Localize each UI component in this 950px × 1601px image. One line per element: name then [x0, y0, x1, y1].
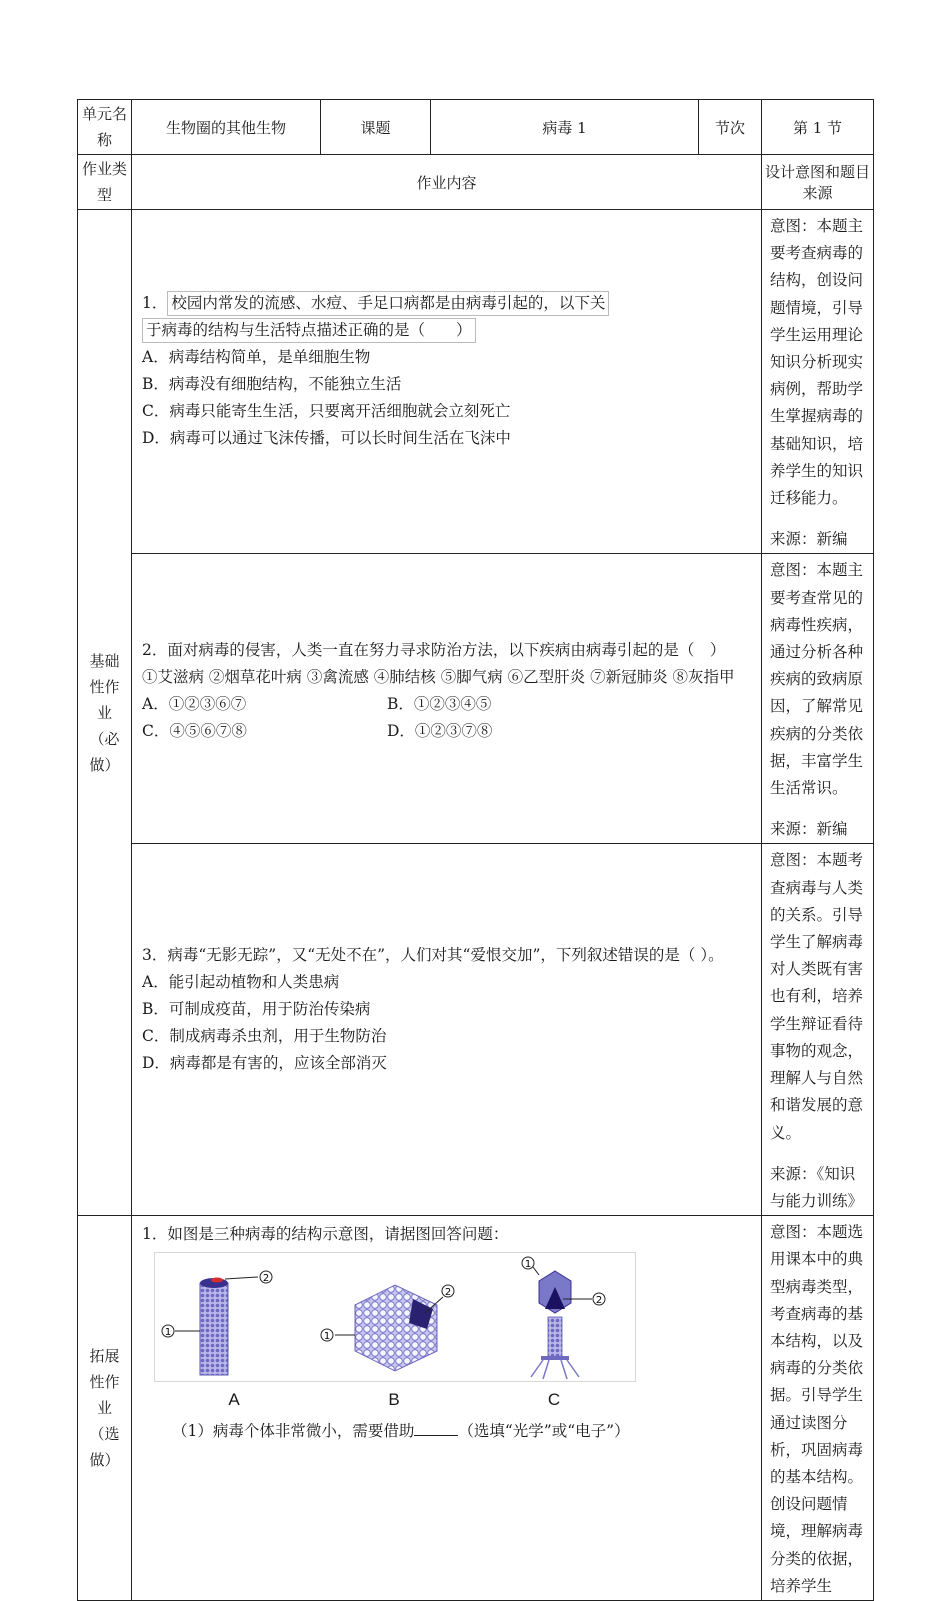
q1-option-c: C．病毒只能寄生生活，只要离开活细胞就会立刻死亡: [142, 401, 511, 420]
svg-text:1: 1: [164, 1327, 172, 1339]
content-label: 作业内容: [132, 155, 762, 210]
q1-option-a: A．病毒结构简单，是单细胞生物: [142, 347, 371, 366]
q1-source: 来源：新编: [770, 530, 848, 549]
homework-table: [77, 99, 874, 1601]
virus-a-icon: [162, 1271, 272, 1375]
q3-source: 来源：《知识与能力训练》: [770, 1164, 864, 1210]
svg-text:2: 2: [595, 1295, 603, 1307]
q2-option-b: B．①②③④⑤: [387, 694, 492, 713]
extended-q1-row: [78, 1216, 874, 1601]
extended-category-label: 拓展性作业（选做）: [78, 1216, 132, 1601]
basic-q2-row: [78, 554, 874, 844]
q3-option-b: B．可制成疫苗，用于防治传染病: [142, 1000, 371, 1019]
ext-q1-sub1: [172, 1418, 751, 1445]
topic-label: 课题: [321, 100, 431, 155]
virus-b-icon: [321, 1285, 454, 1371]
svg-text:1: 1: [524, 1259, 532, 1271]
basic-category-label: 基础性作业（必做）: [78, 210, 132, 1216]
topic-value: 病毒 1: [431, 100, 699, 155]
q1-option-b: B．病毒没有细胞结构，不能独立生活: [142, 374, 402, 393]
answer-blank[interactable]: [414, 1419, 458, 1436]
basic-q3-design: [762, 844, 874, 1216]
ext-q1-stem: 1．如图是三种病毒的结构示意图，请据图回答问题：: [142, 1225, 509, 1244]
q1-number: 1．: [142, 293, 168, 312]
subheader-row: [78, 155, 874, 210]
q3-intent: 意图：本题考查病毒与人类的关系。引导学生了解病毒对人类既有害也有利，培养学生辩证看待事物的观念，理解人与自然和谐发展的意义。: [770, 851, 864, 1142]
q2-stem: 2．面对病毒的侵害，人类一直在努力寻求防治方法，以下疾病由病毒引起的是（ ）: [142, 640, 726, 659]
section-value: 第 1 节: [762, 100, 874, 155]
ext-q1-sub1-prefix: （1）病毒个体非常微小，需要借助: [172, 1422, 415, 1441]
basic-q1-row: [78, 210, 874, 554]
virus-figure-labels: [154, 1390, 634, 1410]
virus-label-c: C: [547, 1390, 561, 1410]
virus-structure-figure: [154, 1252, 636, 1382]
basic-q2-content: [132, 554, 762, 844]
ext-q1-sub1-suffix: （选填“光学”或“电子”）: [458, 1422, 630, 1441]
basic-q2-design: [762, 554, 874, 844]
svg-text:1: 1: [323, 1331, 331, 1343]
virus-structure-diagram: [155, 1253, 635, 1381]
svg-text:2: 2: [444, 1287, 452, 1299]
q1-intent: 意图：本题主要考查病毒的结构，创设问题情境，引导学生运用理论知识分析现实病例，帮助学生掌握病毒的基础知识，培养学生的知识迁移能力。: [770, 217, 864, 508]
q1-option-d: D．病毒可以通过飞沫传播，可以长时间生活在飞沫中: [142, 428, 511, 447]
q1-stem-a: 校园内常发的流感、水痘、手足口病都是由病毒引起的，以下关: [167, 291, 609, 316]
svg-text:2: 2: [262, 1273, 270, 1285]
unit-label: 单元名称: [78, 100, 132, 155]
q2-option-c: C．④⑤⑥⑦⑧: [142, 721, 247, 740]
design-label: 设计意图和题目来源: [762, 155, 874, 210]
q2-source: 来源：新编: [770, 820, 848, 839]
header-row: [78, 100, 874, 155]
unit-value: 生物圈的其他生物: [132, 100, 321, 155]
basic-q3-row: [78, 844, 874, 1216]
virus-c-icon: [522, 1257, 605, 1379]
q3-option-c: C．制成病毒杀虫剂，用于生物防治: [142, 1027, 387, 1046]
q3-option-d: D．病毒都是有害的，应该全部消灭: [142, 1054, 387, 1073]
q2-option-a: A．①②③⑥⑦: [142, 694, 247, 713]
section-label: 节次: [699, 100, 762, 155]
type-label: 作业类型: [78, 155, 132, 210]
q3-stem: 3．病毒“无影无踪”，又“无处不在”，人们对其“爱恨交加”，下列叙述错误的是（ ）。: [142, 946, 724, 965]
basic-q1-design: [762, 210, 874, 554]
virus-label-b: B: [388, 1390, 400, 1410]
basic-q1-content: [132, 210, 762, 554]
extended-q1-content: [132, 1216, 762, 1601]
basic-q3-content: [132, 844, 762, 1216]
ext-q1-intent: 意图：本题选用课本中的典型病毒类型，考查病毒的基本结构，以及病毒的分类依据。引导学生通过读图分析，巩固病毒的基本结构。创设问题情境，理解病毒分类的依据，培养学生: [770, 1223, 864, 1595]
q1-stem-b: 于病毒的结构与生活特点描述正确的是（ ）: [142, 318, 476, 343]
q3-option-a: A．能引起动植物和人类患病: [142, 973, 340, 992]
extended-q1-design: [762, 1216, 874, 1601]
q2-disease-list: ①艾滋病 ②烟草花叶病 ③禽流感 ④肺结核 ⑤脚气病 ⑥乙型肝炎 ⑦新冠肺炎 ⑧灰指甲: [142, 667, 735, 686]
q2-option-d: D．①②③⑦⑧: [387, 721, 493, 740]
q2-intent: 意图：本题主要考查常见的病毒性疾病，通过分析各种疾病的致病原因，了解常见疾病的分类依据，丰富学生生活常识。: [770, 561, 864, 798]
virus-label-a: A: [228, 1390, 240, 1410]
